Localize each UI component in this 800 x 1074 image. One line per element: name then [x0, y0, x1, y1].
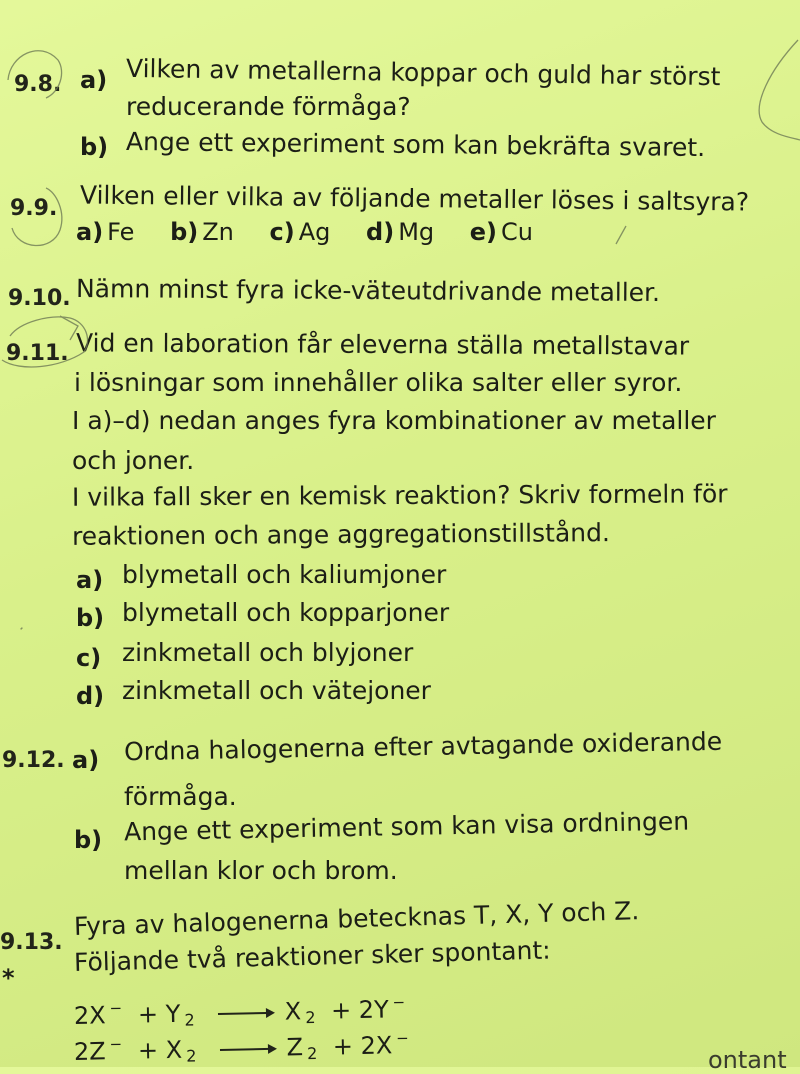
pencil-arc-right — [759, 40, 800, 140]
q912-b-line1: Ange ett experiment som kan visa ordningen — [123, 806, 690, 847]
reaction-arrow-2 — [220, 1048, 275, 1051]
q913-star: * — [2, 964, 15, 992]
q99-opt-e-label: e) — [469, 218, 498, 246]
r2-left-b: + X $_2$ — [137, 1035, 197, 1066]
q912-b-label: b) — [74, 826, 103, 854]
q99-opt-a-value: Fe — [107, 218, 135, 246]
question-number-9-8: 9.8. — [14, 72, 62, 97]
q911-line5: I vilka fall sker en kemisk reaktion? Skriv formeln för — [71, 479, 728, 512]
q911-line1: Vid en laboration får eleverna ställa metallstavar — [75, 328, 690, 361]
q99-opt-b-value: Zn — [202, 218, 234, 246]
q911-item-b-label: b) — [76, 604, 105, 632]
q98-b-label: b) — [80, 133, 109, 161]
q912-a-line1: Ordna halogenerna efter avtagande oxiderande — [123, 726, 723, 767]
q99-options — [76, 218, 537, 246]
r1-right-b: + 2Y − — [330, 993, 406, 1025]
q911-line6: reaktionen och ange aggregationstillstånd. — [71, 518, 610, 551]
question-number-9-9: 9.9. — [10, 196, 58, 221]
q911-line2: i lösningar som innehåller olika salter eller syror. — [74, 368, 683, 397]
q912-a-line2: förmåga. — [124, 782, 237, 811]
reaction-arrow-1 — [218, 1012, 273, 1015]
reaction-2 — [74, 1029, 418, 1068]
question-number-9-12: 9.12. — [2, 748, 65, 773]
q98-a-line1: Vilken av metallerna koppar och guld har störst — [125, 53, 721, 92]
q912-a-label: a) — [72, 746, 100, 774]
q911-item-c-label: c) — [76, 644, 102, 672]
pencil-tick — [616, 226, 626, 244]
pencil-dot — [21, 628, 22, 629]
question-number-9-11: 9.11. — [6, 341, 69, 366]
q99-opt-a-label: a) — [76, 218, 104, 246]
q911-item-d-label: d) — [76, 682, 105, 710]
r1-left-b: + Y $_2$ — [137, 999, 195, 1030]
q911-item-b-text: blymetall och kopparjoner — [122, 598, 450, 627]
r1-left-a: 2X − — [73, 998, 123, 1030]
q99-text: Vilken eller vilka av följande metaller löses i saltsyra? — [79, 180, 750, 217]
q99-opt-e-value: Cu — [501, 218, 533, 246]
q99-opt-d-label: d) — [366, 218, 395, 246]
q910-text: Nämn minst fyra icke-väteutdrivande metaller. — [75, 273, 661, 308]
r2-left-a: 2Z − — [73, 1034, 123, 1066]
q99-opt-c-label: c) — [269, 218, 295, 246]
q911-item-d-text: zinkmetall och vätejoner — [122, 676, 431, 705]
q99-opt-b-label: b) — [170, 218, 199, 246]
q98-a-line2: reducerande förmåga? — [126, 92, 411, 121]
q98-b-text: Ange ett experiment som kan bekräfta svaret. — [125, 126, 706, 163]
q98-a-label: a) — [80, 66, 108, 94]
corner-text-fragment: ontant — [708, 1046, 787, 1074]
r2-right-b: + 2X − — [332, 1028, 409, 1061]
q911-item-a-label: a) — [76, 566, 104, 594]
q912-b-line2: mellan klor och brom. — [124, 856, 398, 885]
q911-item-a-text: blymetall och kaliumjoner — [122, 560, 447, 589]
question-number-9-13: 9.13. — [0, 930, 63, 955]
q913-line2: Följande två reaktioner sker spontant: — [73, 935, 551, 977]
question-number-9-10: 9.10. — [8, 286, 71, 311]
reaction-1 — [74, 993, 414, 1032]
q99-opt-c-value: Ag — [298, 218, 331, 246]
q913-line1: Fyra av halogenerna betecknas T, X, Y och Z. — [73, 896, 640, 941]
q99-opt-d-value: Mg — [398, 218, 435, 246]
r2-right-a: Z $_2$ — [286, 1033, 318, 1064]
q911-item-c-text: zinkmetall och blyjoner — [122, 638, 414, 667]
r1-right-a: X $_2$ — [284, 997, 316, 1028]
q911-line4: och joner. — [72, 446, 195, 475]
q911-line3: I a)–d) nedan anges fyra kombinationer av metaller — [72, 406, 716, 435]
